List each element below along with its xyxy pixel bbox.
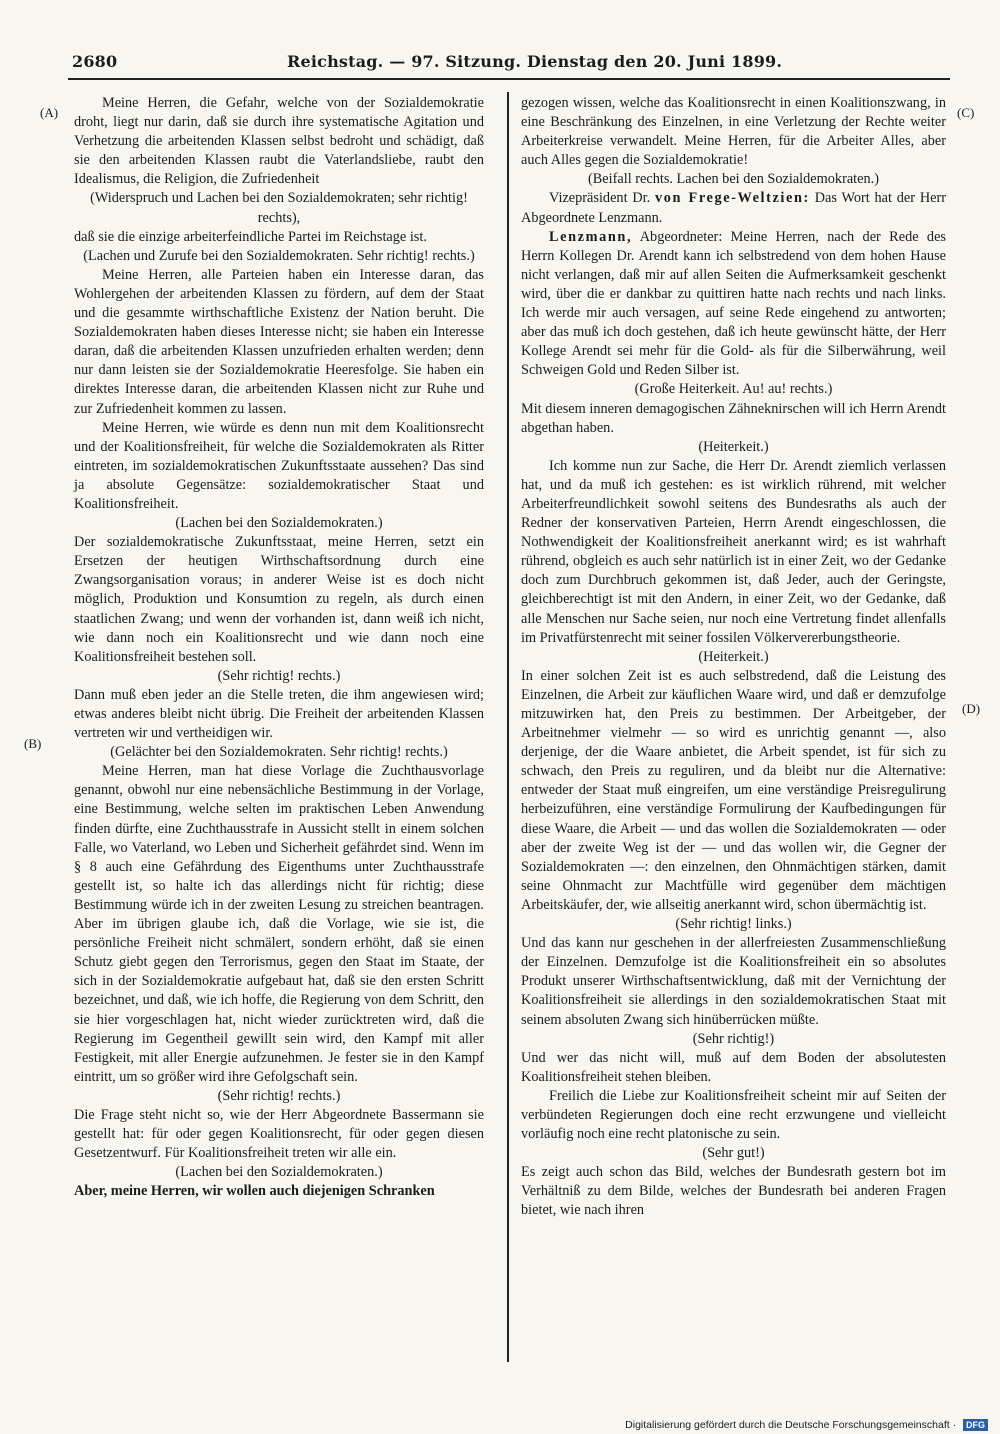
margin-marker-d: (D): [962, 701, 981, 716]
running-title: Reichstag. — 97. Sitzung. Dienstag den 20. Juni 1899.: [287, 52, 783, 71]
interjection: (Lachen bei den Sozialdemokraten.): [175, 1164, 383, 1181]
interjection: (Lachen bei den Sozialdemokraten.): [175, 515, 383, 532]
header-rule: [68, 78, 950, 80]
paragraph: daß sie die einzige arbeiterfeindliche Partei im Reichstage ist.: [74, 228, 427, 245]
right-column: [521, 94, 946, 1221]
paragraph: Es zeigt auch schon das Bild, welches der Bundesrath gestern bot im Verhältniß zu dem Bilde, welches der Bundesrath bei anderen Fragen bietet, wie nach ihren: [521, 1164, 946, 1219]
paragraph: Meine Herren, die Gefahr, welche von der Sozialdemokratie droht, liegt nur darin, daß sie durch ihre systematische Agitation und Verhetzung die arbeitenden Klassen selbst bedroht und schädigt, daß sie den arbeitenden Klassen raubt die Vaterlandsliebe, raubt den Idealismus, die Religion, die Zufriedenheit: [74, 95, 484, 188]
dfg-logo: DFG: [963, 1419, 988, 1431]
paragraph: In einer solchen Zeit ist es auch selbstredend, daß die Leistung des Einzelnen, die Arbeit zur käuflichen Waare wird, und daß er demzufolge mitzuwirken hat, den Preis zu bestimmen. Der Arbeitgeber, der Arbeitnehmer vielmehr — so wird es unrichtig genannt —, also derjenige, der die Waare anbietet, die Arbeit spendet, ist für sich zu schwach, den Preis zu reguliren, und da bleibt nur die Alternative: entweder der Staat muß eingreifen, um eine verständige Preisregulirung herbeizuführen, eine verständige Formulirung der Kaufbedingungen für diese Waare, die Arbeit — und das wollen die Sozialdemokraten — oder aber der zweite Weg ist der — und das wollen wir, die Gegner der Sozialdemokraten —: den einzelnen, den Ohnmächtigen stärken, damit seine Ohnmacht zur Machtfülle wird gegenüber dem mächtigen Arbeitskäufer, der, wie allseitig anerkannt wird, schon übermächtig ist.: [521, 667, 946, 913]
footer-text: Digitalisierung gefördert durch die Deutsche Forschungsgemeinschaft ·: [625, 1419, 957, 1431]
paragraph: gezogen wissen, welche das Koalitionsrecht in einen Koalitionszwang, in eine Beschränkung des Einzelnen, in eine Verletzung der Rechte weiter Arbeiterkreise verwandelt. Meine Herren, für die Arbeiter Alles, aber auch Alles gegen die Sozialdemokratie!: [521, 95, 946, 169]
paragraph: Freilich die Liebe zur Koalitionsfreiheit scheint mir auf Seiten der verbündeten Regierungen doch eine recht erzwungene und vielleicht vorläufig noch eine recht platonische zu sein.: [521, 1087, 946, 1143]
speaker-text: Das Wort hat der Herr Abgeordnete Lenzmann.: [521, 190, 947, 226]
interjection: (Sehr richtig!): [692, 1030, 775, 1047]
interjection: (Große Heiterkeit. Au! au! rechts.): [634, 381, 833, 398]
interjection: (Widerspruch und Lachen bei den Sozialdemokraten; sehr richtig! rechts),: [90, 190, 468, 226]
digitization-footer: [625, 1418, 988, 1432]
interjection: (Beifall rechts. Lachen bei den Sozialdemokraten.): [588, 171, 879, 188]
speaker-name: von Frege-Weltzien:: [655, 190, 810, 207]
interjection: (Sehr richtig! rechts.): [217, 1087, 341, 1104]
interjection: (Heiterkeit.): [698, 438, 769, 455]
margin-marker-a: (A): [40, 105, 59, 120]
paragraph: Meine Herren, wie würde es denn nun mit dem Koalitionsrecht und der Koalitionsfreiheit, für welche die Sozialdemokraten als Ritter eintreten, im sozialdemokratischen Zukunftsstaate aussehen? Das sind ja absolute Gegensätze: sozialdemokratischer Staat und Koalitionsfreiheit.: [74, 419, 484, 512]
column-rule: [507, 92, 509, 1362]
paragraph: Und wer das nicht will, muß auf dem Boden der absolutesten Koalitionsfreiheit stehen bleiben.: [521, 1049, 946, 1085]
speaker-paragraph: [521, 189, 946, 227]
page-number: 2680: [72, 52, 118, 71]
interjection: (Heiterkeit.): [698, 648, 769, 665]
speaker-paragraph: [521, 228, 946, 381]
paragraph: Ich komme nun zur Sache, die Herr Dr. Arendt ziemlich verlassen hat, und da muß ich gestehen: es ist wirklich rührend, mit welcher Arbeiterfreundlichkeit sowohl seitens des Bundesraths als auch der Redner der konservativen Parteien, Herrn Arendt eingeschlossen, die Nothwendigkeit der Koalitionsfreiheit anerkannt wird; es ist wahrhaft rührend, obgleich es auch sehr natürlich ist in einer Zeit, wo der Gedanke doch zum Durchbruch gekommen ist, daß Jeder, auch der Geringste, gleichberechtigt ist mit den Andern, in einer Zeit, wo der Gedanke, daß alle Menschen nur Sache seien, nur noch eine Vertretung findet allenfalls im Privatfürstenrecht mit seiner fossilen Völkervererbungstheorie.: [521, 457, 946, 646]
paragraph: Und das kann nur geschehen in der allerfreiesten Zusammenschließung der Einzelnen. Demzufolge ist die Koalitionsfreiheit ein so absolutes Produkt unserer Wirthschaftsentwicklung, daß mit der Vernichtung der Koalitionsfreiheit sie allerdings in den sozialdemokratischen Staat mit seinem absoluten Zwang sich hinüberrücken müßte.: [521, 935, 946, 1028]
running-header: [62, 50, 783, 74]
interjection: (Sehr gut!): [702, 1145, 765, 1162]
paragraph: Dann muß eben jeder an die Stelle treten, die ihm angewiesen wird; etwas anderes bleibt nicht übrig. Die Freiheit der arbeitenden Klassen vertreten wir und vertheidigen wir.: [74, 686, 484, 742]
margin-marker-c: (C): [957, 105, 975, 120]
paragraph: Die Frage steht nicht so, wie der Herr Abgeordnete Bassermann sie gestellt hat: für oder gegen Koalitionsrecht, für oder gegen diesen Gesetzentwurf. Für Koalitionsfreiheit treten wir alle ein.: [74, 1106, 484, 1162]
paragraph: Der sozialdemokratische Zukunftsstaat, meine Herren, setzt ein Ersetzen der heutigen Wirthschaftsordnung durch eine Zwangsorganisation voraus; in anderer Weise ist es doch nicht möglich, Produktion und Konsumtion zu regeln, als durch einen staatlichen Zwang; und wenn der vorhanden ist, dann weiß ich nicht, wie dann noch ein Koalitionsrecht und wie dann noch eine Koalitionsfreiheit bestehen soll.: [74, 534, 484, 665]
interjection: (Gelächter bei den Sozialdemokraten. Sehr richtig! rechts.): [110, 744, 448, 761]
paragraph: Meine Herren, alle Parteien haben ein Interesse daran, das Wohlergehen der arbeitenden Klassen zu fördern, auf dem der Staat und die gesammte wirthschaftliche Existenz der Nation beruht. Die Sozialdemokraten haben dieses Interesse nicht; sie haben ein Interesse daran, daß die arbeitenden Klassen unzufrieden erhalten werden; denn nur dann leisten sie der Sozialdemokratie Heeresfolge. Sie haben ein direktes Interesse daran, die arbeitenden Klassen nicht zur Ruhe und zur Zufriedenheit kommen zu lassen.: [74, 266, 484, 417]
margin-marker-b: (B): [24, 736, 42, 751]
speaker-text: Abgeordneter: Meine Herren, nach der Rede des Herrn Kollegen Dr. Arendt kann ich selbstredend von dem hohen Hause nicht verlangen, daß mir auf allen Seiten die Aufmerksamkeit geschenkt wird, über die er dankbar zu quittiren hatte nach rechts und nach links. Ich werde mir auch versagen, auf seine Rede eingehend zu antworten; aber das muß ich doch gestehen, daß ich heute gewünscht hätte, der Herr Kollege Arendt sei mehr für die Gold- als für die Silberwährung, weil Schweigen Gold und Reden Silber ist.: [521, 228, 946, 379]
interjection: (Sehr richtig! rechts.): [217, 667, 341, 684]
paragraph: Aber, meine Herren, wir wollen auch diejenigen Schranken: [74, 1183, 435, 1200]
left-column: [74, 94, 484, 1201]
interjection: (Lachen und Zurufe bei den Sozialdemokraten. Sehr richtig! rechts.): [83, 247, 475, 264]
paragraph: Meine Herren, man hat diese Vorlage die Zuchthausvorlage genannt, obwohl nur eine nebensächliche Bestimmung in der Vorlage, eine Bestimmung, welche selten im praktischen Leben Anwendung finden dürfte, eine Zuchthausstrafe in Aussicht stellt in einem solchen Falle, wo Vaterland, wo Leben und Sicherheit gefährdet sind. Wenn im § 8 auch eine Gefährdung des Eigenthums unter Zuchthausstrafe gestellt ist, so halte ich das allerdings nicht für richtig; diese Bestimmung würde ich in der zweiten Lesung zu streichen beantragen. Aber im übrigen glaube ich, daß die Vorlage, wie sie ist, die persönliche Freiheit nicht schmälert, sondern erhöht, daß sie einen Schutz giebt gegen den Terrorismus, gegen den Staat im Staate, der sich in der Sozialdemokratie aufgebaut hat, daß sie den ersten Schritt bezeichnet, und daß, wie ich hoffe, die Regierung von dem Schritt, den sie hier vorgeschlagen hat, nicht wieder zurücktreten wird, daß die Regierung im Gegentheil gewillt sein wird, den Kampf mit aller Festigkeit, mit aller Energie aufzunehmen. Je fester sie in den Kampf eintritt, um so größer wird ihre Gefolgschaft sein.: [74, 763, 484, 1085]
speaker-title: Vizepräsident Dr.: [549, 190, 651, 207]
paragraph: Mit diesem inneren demagogischen Zähneknirschen will ich Herrn Arendt abgethan haben.: [521, 400, 946, 436]
speaker-name: Lenzmann,: [549, 228, 633, 245]
interjection: (Sehr richtig! links.): [675, 916, 792, 933]
